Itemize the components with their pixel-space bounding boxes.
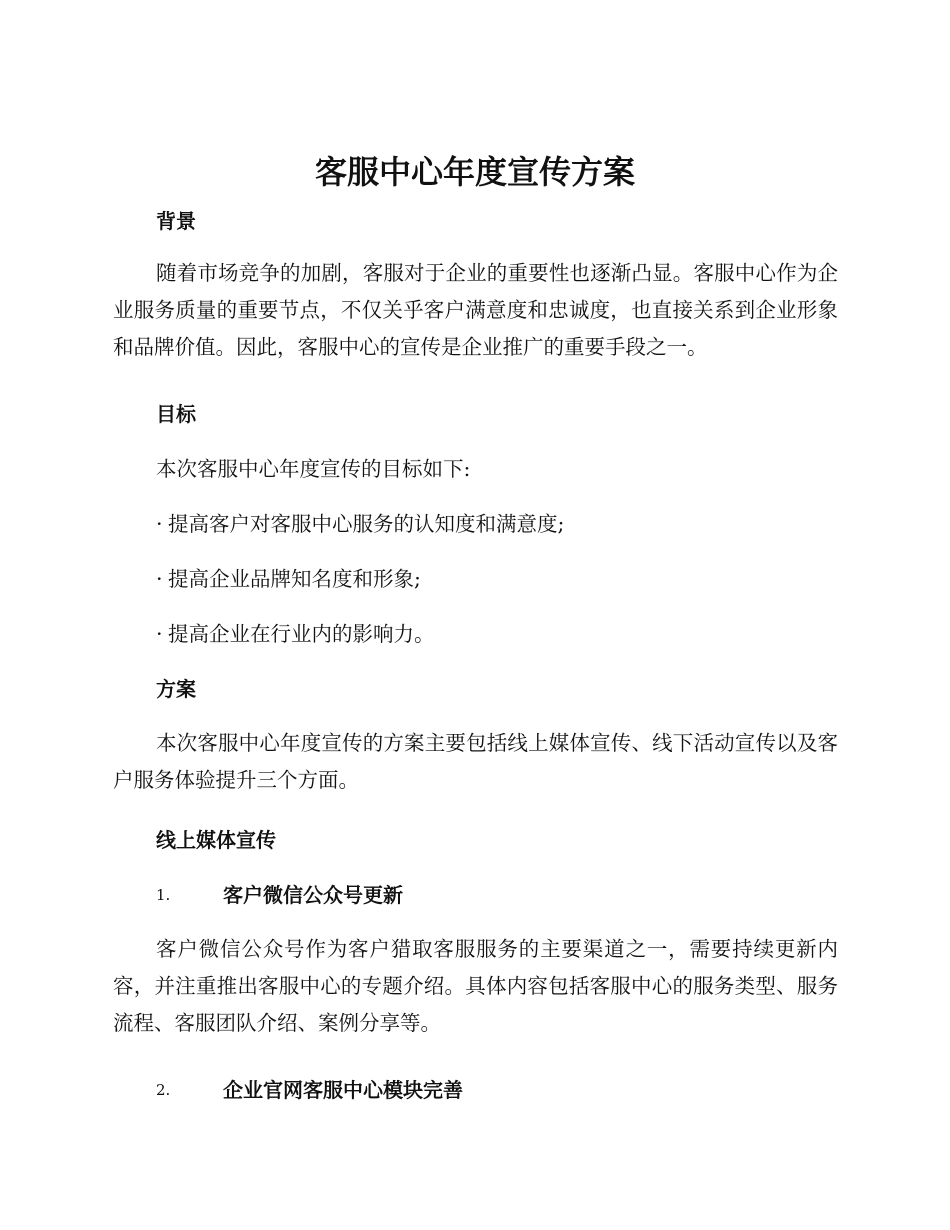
plan-paragraph: 本次客服中心年度宣传的方案主要包括线上媒体宣传、线下活动宣传以及客户服务体验提升三个方面。 bbox=[113, 731, 838, 792]
section-heading-plan: 方案 bbox=[156, 677, 196, 701]
item-number: 1. bbox=[156, 886, 171, 904]
background-paragraph: 随着市场竞争的加剧，客服对于企业的重要性也逐渐凸显。客服中心作为企业服务质量的重要节点，不仅关乎客户满意度和忠诚度，也直接关系到企业形象和品牌价值。因此，客服中心的宣传是企业推广的重要手段之一。 bbox=[113, 261, 838, 359]
bullet-symbol: · bbox=[156, 512, 163, 536]
goals-bullet-text: 提高企业在行业内的影响力。 bbox=[168, 622, 435, 646]
goals-bullet-text: 提高企业品牌知名度和形象; bbox=[168, 567, 421, 591]
section-heading-background: 背景 bbox=[156, 209, 196, 233]
goals-intro: 本次客服中心年度宣传的目标如下: bbox=[156, 457, 471, 481]
bullet-symbol: · bbox=[156, 567, 163, 591]
bullet-symbol: · bbox=[156, 622, 163, 646]
section-heading-online: 线上媒体宣传 bbox=[156, 828, 276, 852]
goals-bullet-text: 提高客户对客服中心服务的认知度和满意度; bbox=[168, 512, 565, 536]
document-title: 客服中心年度宣传方案 bbox=[314, 153, 635, 191]
item-number: 2. bbox=[156, 1081, 171, 1099]
goals-bullet-item bbox=[156, 620, 435, 648]
item-title: 企业官网客服中心模块完善 bbox=[223, 1078, 463, 1102]
wechat-paragraph: 客户微信公众号作为客户猎取客服服务的主要渠道之一，需要持续更新内容，并注重推出客服中心的专题介绍。具体内容包括客服中心的服务类型、服务流程、客服团队介绍、案例分享等。 bbox=[113, 937, 838, 1035]
item-title: 客户微信公众号更新 bbox=[223, 883, 403, 907]
goals-bullet-item bbox=[156, 565, 421, 593]
section-heading-goals: 目标 bbox=[156, 402, 196, 426]
goals-bullet-item bbox=[156, 510, 564, 538]
